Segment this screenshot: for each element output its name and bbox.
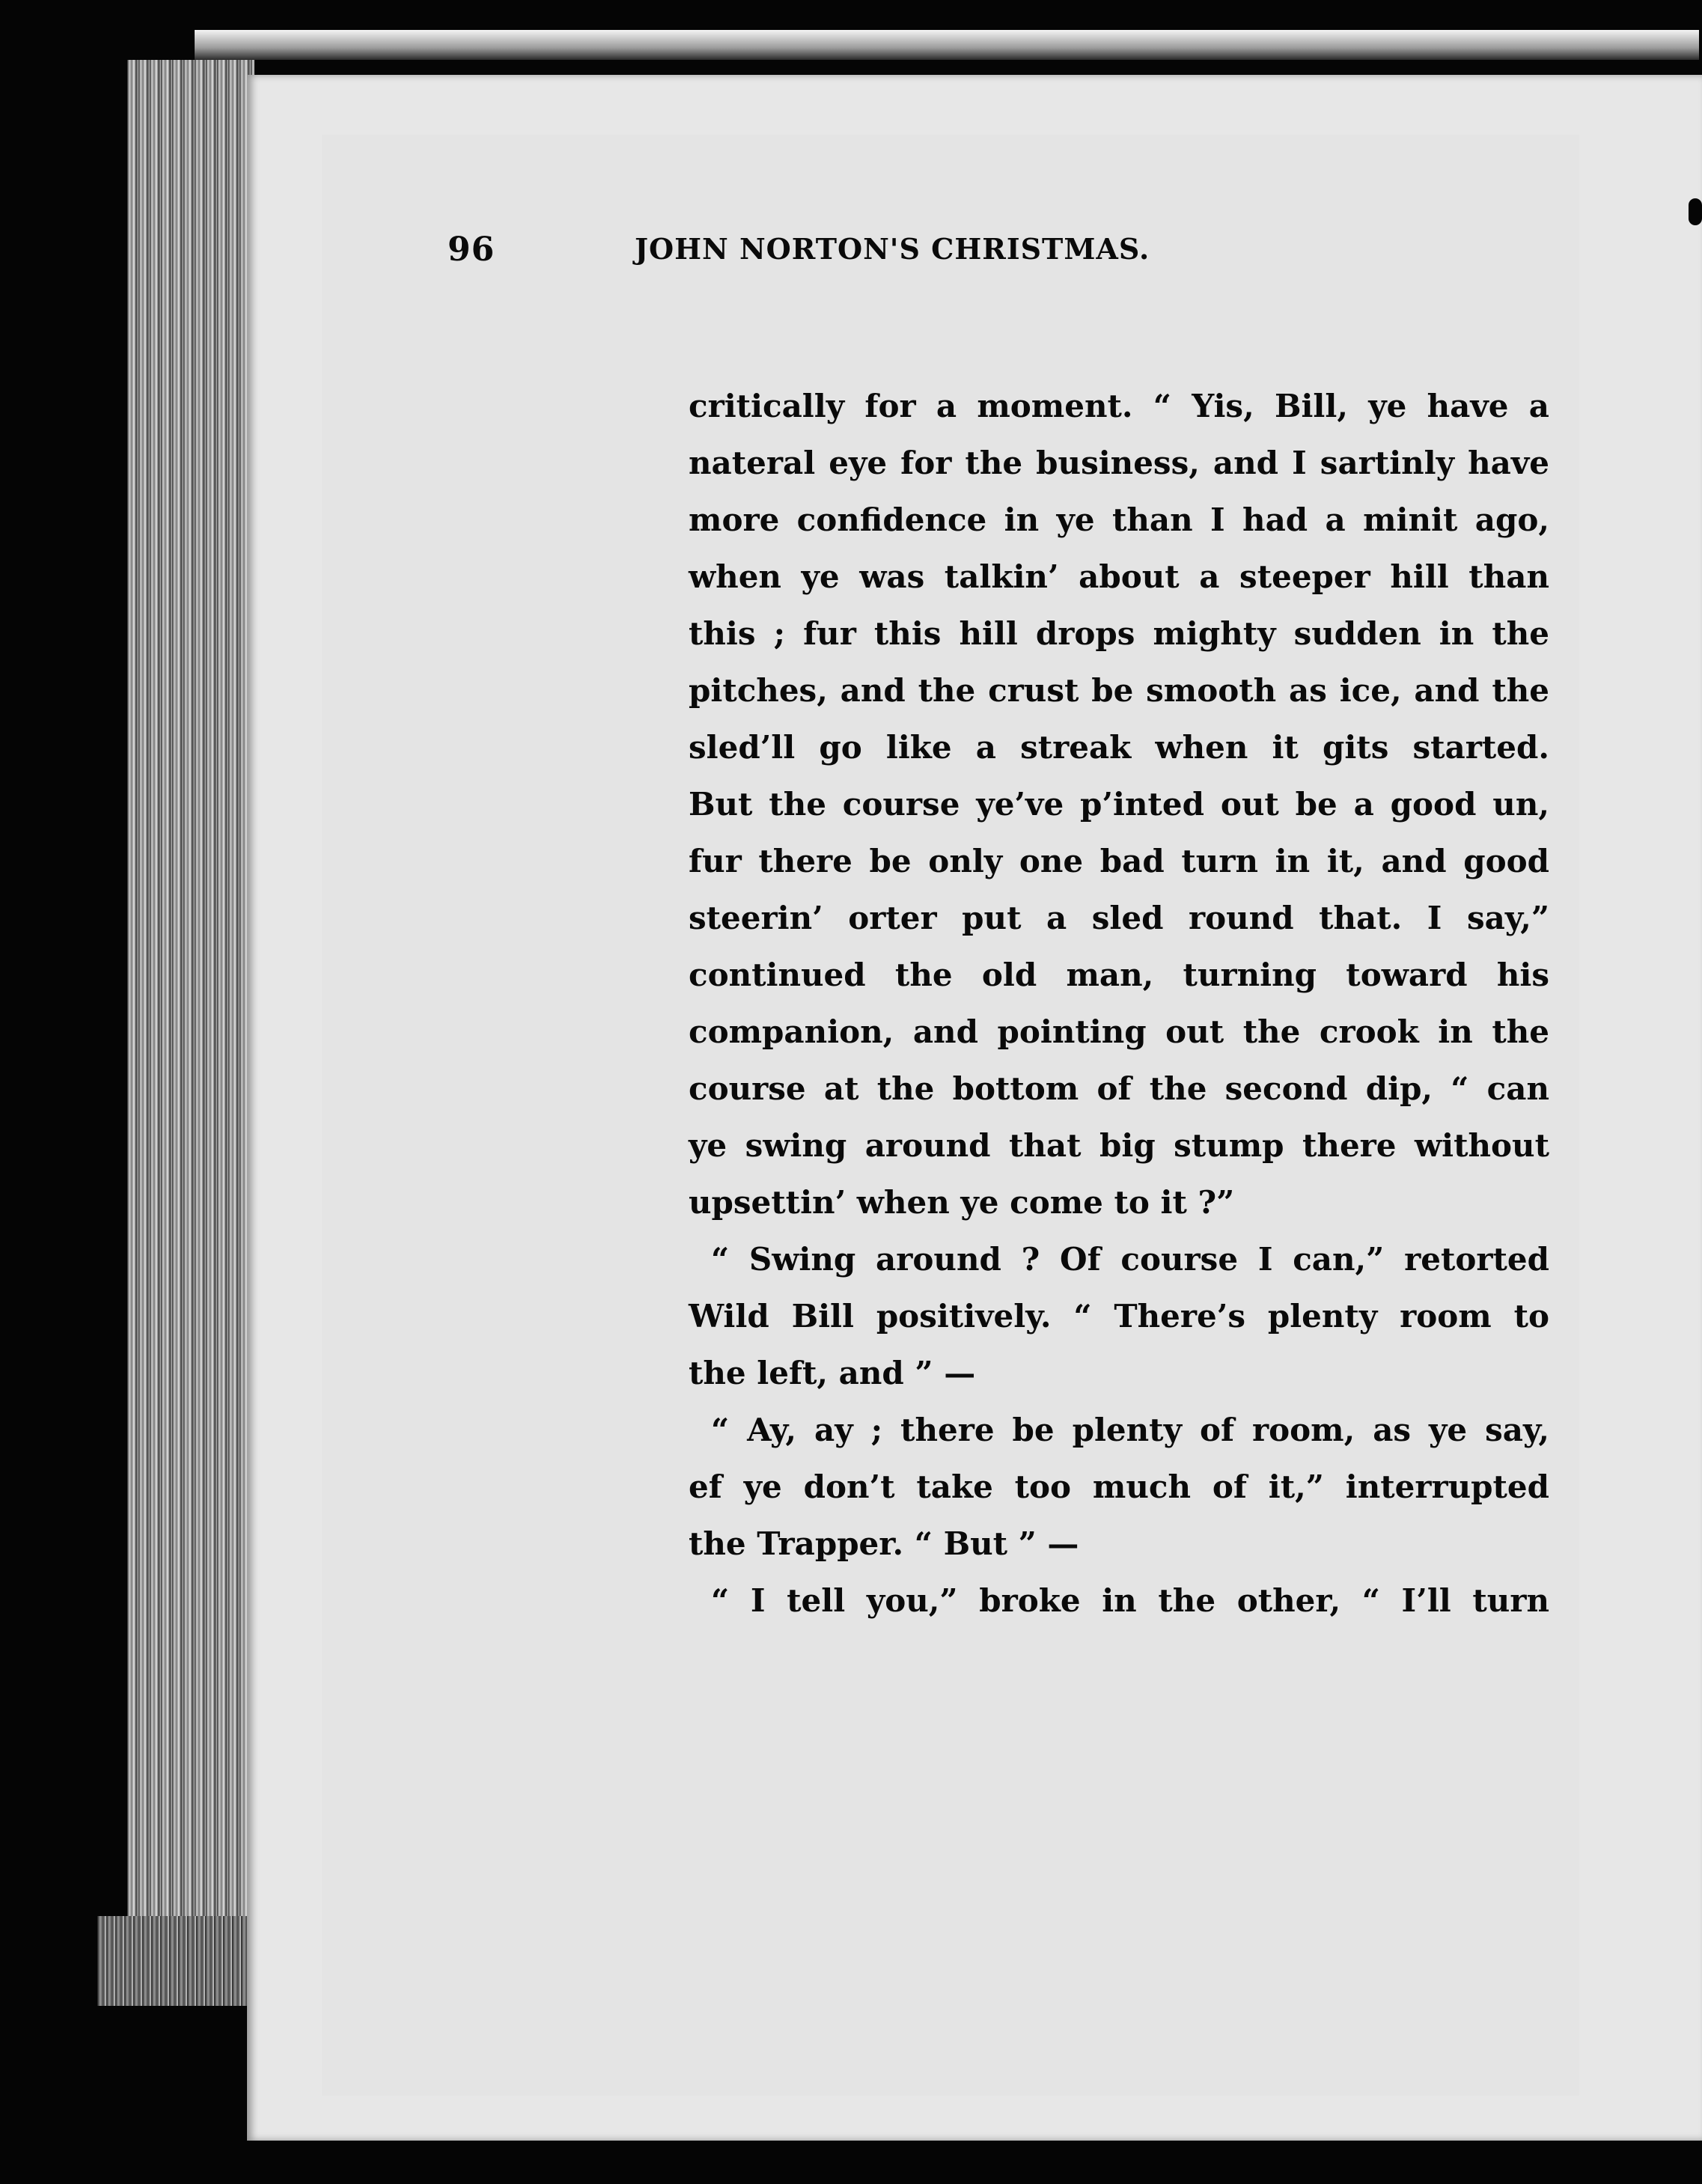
paragraph [689, 1402, 1549, 1573]
text-line: more confidence in ye than I had a minit ago, [689, 501, 1549, 538]
text-line: the left, and ” — [689, 1355, 976, 1391]
text-line: companion, and pointing out the crook in the [689, 1013, 1549, 1050]
text-line: this ; fur this hill drops mighty sudden in the [689, 615, 1549, 652]
text-line: “ Swing around ? Of course I can,” retorted [711, 1241, 1549, 1278]
paragraph [689, 378, 1549, 1231]
text-line: fur there be only one bad turn in it, and good [689, 843, 1549, 879]
text-line: Wild Bill positively. “ There’s plenty room to [689, 1298, 1549, 1335]
text-line: steerin’ orter put a sled round that. I say,” [689, 900, 1549, 936]
book-top-edge [195, 30, 1699, 60]
book-page-edges [127, 60, 254, 1931]
text-line: ye swing around that big stump there without [689, 1127, 1549, 1164]
text-line: critically for a moment. “ Yis, Bill, ye have a [689, 388, 1549, 424]
text-line: upsettin’ when ye come to it ?” [689, 1184, 1235, 1221]
text-line: when ye was talkin’ about a steeper hill than [689, 558, 1549, 595]
text-line: “ Ay, ay ; there be plenty of room, as ye say, [711, 1412, 1549, 1448]
text-line: ef ye don’t take too much of it,” interrupted [689, 1468, 1549, 1505]
text-line: pitches, and the crust be smooth as ice, and the [689, 672, 1549, 709]
paragraph [689, 1231, 1549, 1402]
text-line: the Trapper. “ But ” — [689, 1525, 1079, 1562]
text-line: continued the old man, turning toward his [689, 957, 1549, 993]
running-head [448, 225, 1256, 292]
text-line: course at the bottom of the second dip, “ can [689, 1070, 1549, 1107]
paragraph [689, 1573, 1549, 1629]
body-text [689, 378, 1549, 1629]
text-line: nateral eye for the business, and I sartinly have [689, 445, 1549, 481]
scan-mark-dot [1689, 198, 1702, 225]
page-number: 96 [448, 231, 495, 269]
book-page-edges-bottom [97, 1916, 269, 2006]
text-line: sled’ll go like a streak when it gits started. [689, 729, 1549, 766]
running-head-title: JOHN NORTON'S CHRISTMAS. [635, 232, 1150, 266]
text-line: But the course ye’ve p’inted out be a good un, [689, 786, 1549, 823]
text-line: “ I tell you,” broke in the other, “ I’ll turn [711, 1582, 1549, 1619]
